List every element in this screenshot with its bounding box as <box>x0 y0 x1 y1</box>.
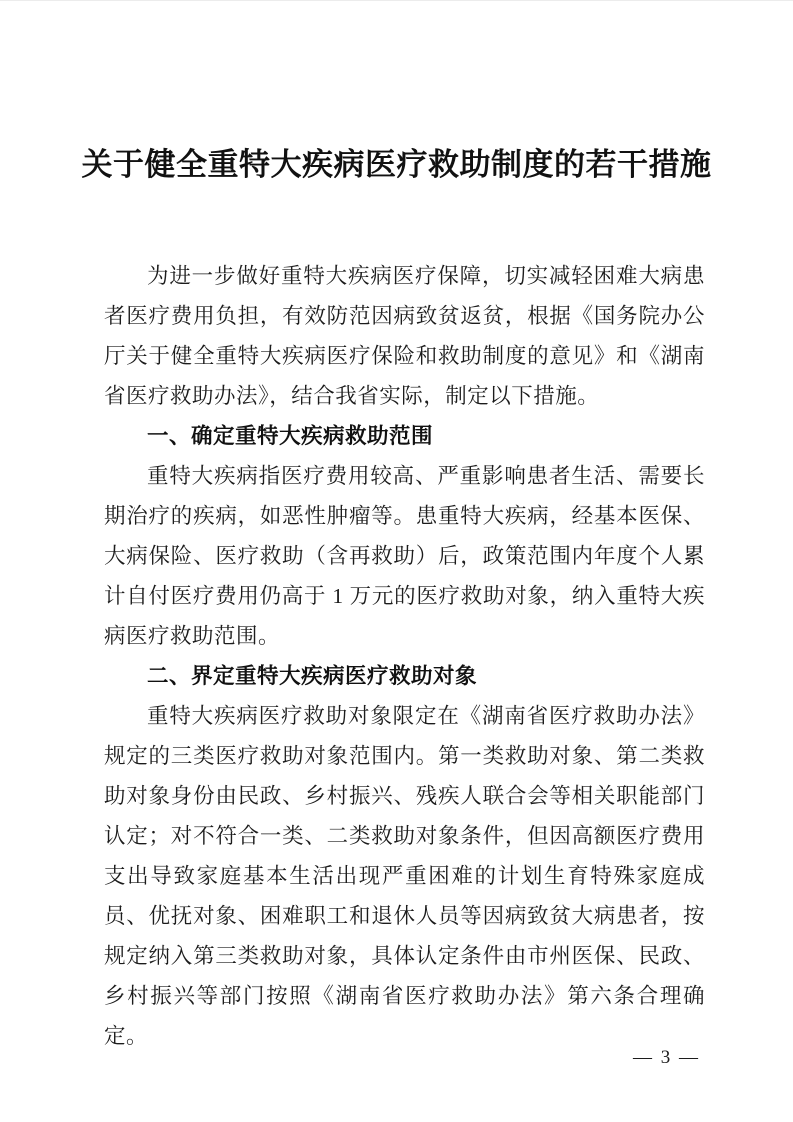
paragraph-section-1: 重特大疾病指医疗费用较高、严重影响患者生活、需要长期治疗的疾病，如恶性肿瘤等。患重特大疾病，经基本医保、大病保险、医疗救助（含再救助）后，政策范围内年度个人累计自付医疗费用仍高于 1 万元的医疗救助对象，纳入重特大疾病医疗救助范围。 <box>104 464 705 648</box>
page-number: — 3 — <box>633 1047 700 1068</box>
paragraph-intro: 为进一步做好重特大疾病医疗保障，切实减轻困难大病患者医疗费用负担，有效防范因病致贫返贫，根据《国务院办公厅关于健全重特大疾病医疗保险和救助制度的意见》和《湖南省医疗救助办法》，结合我省实际，制定以下措施。 <box>104 264 705 408</box>
document-title: 关于健全重特大疾病医疗救助制度的若干措施 <box>81 147 712 182</box>
section-heading-2: 二、界定重特大疾病医疗救助对象 <box>147 664 478 688</box>
document-body <box>0 256 793 1056</box>
paragraph-section-2: 重特大疾病医疗救助对象限定在《湖南省医疗救助办法》规定的三类医疗救助对象范围内。第一类救助对象、第二类救助对象身份由民政、乡村振兴、残疾人联合会等相关职能部门认定；对不符合一类、二类救助对象条件，但因高额医疗费用支出导致家庭基本生活出现严重困难的计划生育特殊家庭成员、优抚对象、困难职工和退休人员等因病致贫大病患者，按规定纳入第三类救助对象，具体认定条件由市州医保、民政、乡村振兴等部门按照《湖南省医疗救助办法》第六条合理确定。 <box>104 704 705 1048</box>
section-heading-1: 一、确定重特大疾病救助范围 <box>147 424 434 448</box>
